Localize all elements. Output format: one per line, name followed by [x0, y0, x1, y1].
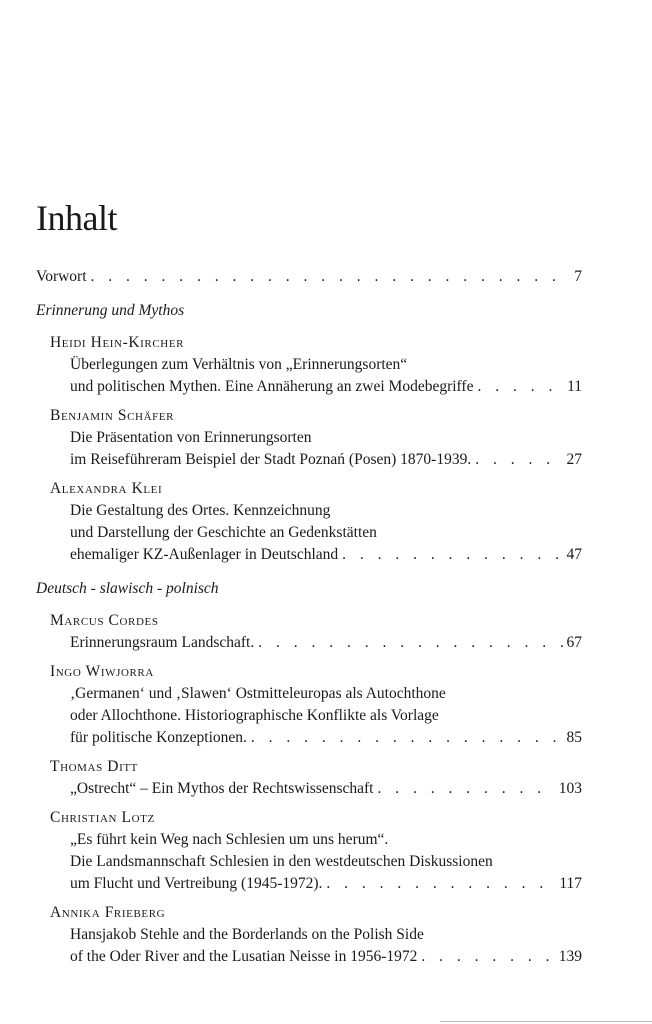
entry-title-block — [70, 924, 582, 968]
entry-author: Thomas Ditt — [50, 758, 138, 775]
entry-title-line: und Darstellung der Geschichte an Gedenkstätten — [70, 524, 377, 541]
entry-title: Vorwort — [36, 268, 87, 285]
entry-title-line: Hansjakob Stehle and the Borderlands on the Polish Side — [70, 926, 424, 943]
entry-title-final-line — [70, 449, 582, 471]
dot-leader — [477, 376, 563, 398]
page-number: 7 — [574, 268, 582, 285]
entry-title-final-line — [70, 632, 582, 654]
entry-author: Benjamin Schäfer — [50, 407, 175, 424]
entry-title-block — [70, 632, 582, 654]
page-number: 27 — [566, 451, 582, 468]
entry-author: Alexandra Klei — [50, 480, 163, 497]
entry-title-line: Die Präsentation von Erinnerungsorten — [70, 429, 312, 446]
entry-title-block — [70, 427, 582, 471]
toc-entry[interactable] — [50, 660, 582, 749]
footer-rule — [440, 1021, 652, 1022]
dot-leader — [326, 873, 555, 895]
toc-entry[interactable] — [50, 331, 582, 398]
entry-title-line: im Reiseführeram Beispiel der Stadt Poznań (Posen) 1870-1939. — [70, 451, 472, 468]
toc-entry[interactable] — [50, 755, 582, 800]
entry-title-line: Die Landsmannschaft Schlesien in den westdeutschen Diskussionen — [70, 853, 493, 870]
entry-title-line: oder Allochthone. Historiographische Konflikte als Vorlage — [70, 707, 439, 724]
entry-title-line: Erinnerungsraum Landschaft. — [70, 634, 255, 651]
toc-sections — [36, 300, 582, 968]
entry-title-block — [70, 778, 582, 800]
entry-title-line: ‚Germanen‘ und ‚Slawen‘ Ostmitteleuropas als Autochthone — [70, 685, 446, 702]
entry-author: Marcus Cordes — [50, 612, 159, 629]
entry-title-final-line — [70, 778, 582, 800]
entry-title-final-line — [70, 727, 582, 749]
page-number: 11 — [567, 378, 582, 395]
dot-leader — [258, 632, 562, 654]
entry-author: Ingo Wiwjorra — [50, 663, 154, 680]
entry-title-final-line — [70, 946, 582, 968]
section-heading: Erinnerung und Mythos — [36, 302, 185, 319]
entry-title-line: um Flucht und Vertreibung (1945-1972). — [70, 875, 323, 892]
page-number: 47 — [566, 546, 582, 563]
toc-entry[interactable] — [50, 806, 582, 895]
page-number: 139 — [558, 948, 582, 965]
entry-title-final-line — [70, 376, 582, 398]
table-of-contents — [36, 266, 582, 974]
page-number: 117 — [559, 875, 582, 892]
toc-entry[interactable] — [50, 609, 582, 654]
dot-leader — [421, 946, 554, 968]
dot-leader — [91, 266, 571, 288]
entry-title-line: Überlegungen zum Verhältnis von „Erinnerungsorten“ — [70, 356, 408, 373]
dot-leader — [475, 449, 562, 471]
entry-title-line: of the Oder River and the Lusatian Neisse in 1956-1972 — [70, 948, 418, 965]
entry-title-block — [70, 500, 582, 566]
entry-title-block — [70, 829, 582, 895]
entry-title-final-line — [70, 544, 582, 566]
page-title: Inhalt — [36, 198, 117, 238]
toc-entry[interactable] — [50, 901, 582, 968]
toc-entry[interactable] — [50, 404, 582, 471]
entry-title-block — [70, 354, 582, 398]
dot-leader — [377, 778, 554, 800]
toc-entry-vorwort[interactable] — [36, 266, 582, 288]
entry-title-line: für politische Konzeptionen. — [70, 729, 247, 746]
page-number: 67 — [566, 634, 582, 651]
entry-title-line: und politischen Mythen. Eine Annäherung an zwei Modebegriffe — [70, 378, 474, 395]
entry-title-final-line — [70, 873, 582, 895]
entry-author: Heidi Hein-Kircher — [50, 334, 185, 351]
section-heading: Deutsch - slawisch - polnisch — [36, 580, 219, 597]
dot-leader — [251, 727, 563, 749]
page-number: 103 — [558, 780, 582, 797]
toc-entry[interactable] — [50, 477, 582, 566]
entry-title-line: „Ostrecht“ – Ein Mythos der Rechtswissenschaft — [70, 780, 374, 797]
dot-leader — [342, 544, 562, 566]
entry-title-line: Die Gestaltung des Ortes. Kennzeichnung — [70, 502, 331, 519]
entry-author: Christian Lotz — [50, 809, 155, 826]
entry-title-block — [70, 683, 582, 749]
entry-title-line: „Es führt kein Weg nach Schlesien um uns herum“. — [70, 831, 389, 848]
entry-title-line: ehemaliger KZ-Außenlager in Deutschland — [70, 546, 339, 563]
entry-author: Annika Frieberg — [50, 904, 166, 921]
page-number: 85 — [566, 729, 582, 746]
